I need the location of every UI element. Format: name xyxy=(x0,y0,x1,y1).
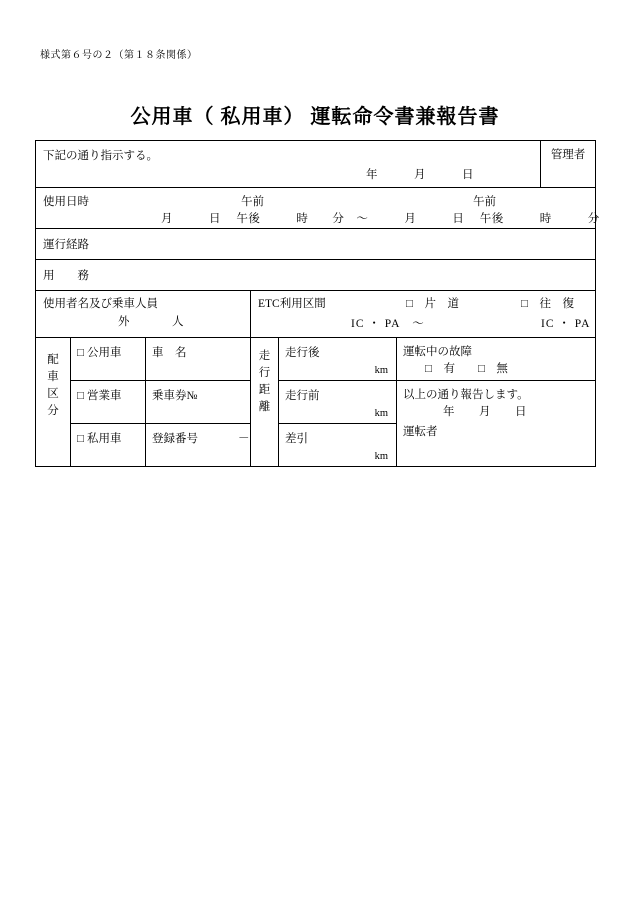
table-row-user-etc xyxy=(36,291,596,338)
checkbox-glyph[interactable]: □ xyxy=(77,347,84,359)
distance-before-unit: km xyxy=(374,408,388,419)
dispatch-label-char-4: 分 xyxy=(47,405,59,417)
checkbox-glyph[interactable]: □ xyxy=(77,390,84,402)
cell-distance-after[interactable] xyxy=(279,338,397,381)
cell-report[interactable] xyxy=(397,381,596,467)
duty-label: 用 務 xyxy=(43,270,89,282)
cell-etc[interactable] xyxy=(251,291,596,338)
table-row-duty xyxy=(36,260,596,291)
trouble-title: 運転中の故障 xyxy=(403,346,472,358)
dispatch-option-label-0: 公用車 xyxy=(86,347,122,359)
users-sub-label: 外 人 xyxy=(118,316,186,328)
table-row-route xyxy=(36,229,596,260)
instruction-date-line: 年 月 日 xyxy=(366,169,474,181)
form-table-wrapper xyxy=(35,140,600,467)
usedate-am-right: 午前 xyxy=(473,196,496,208)
dispatch-field-label-1: 乗車券№ xyxy=(152,390,198,402)
distance-label-char-2: 行 xyxy=(258,367,271,379)
distance-diff-unit: km xyxy=(374,451,388,462)
distance-label-char-3: 距 xyxy=(258,384,271,396)
etc-ic-right: IC ・ PA xyxy=(541,318,591,330)
dispatch-label-char-1: 配 xyxy=(47,354,59,366)
route-label: 運行経路 xyxy=(43,239,89,251)
usedate-am-left: 午前 xyxy=(241,196,264,208)
manager-label: 管理者 xyxy=(550,149,586,161)
dispatch-field-value-2: － xyxy=(238,433,250,445)
dispatch-checkbox-0[interactable] xyxy=(77,344,121,360)
cell-distance-column-label xyxy=(251,338,279,467)
usedate-detail-line: 月 日 午後 時 分 〜 月 日 午後 時 分 xyxy=(161,213,600,225)
table-row-dispatch-2 xyxy=(36,381,596,424)
cell-distance-diff[interactable] xyxy=(279,424,397,467)
cell-route[interactable] xyxy=(36,229,596,260)
dispatch-field-label-0: 車 名 xyxy=(152,347,187,359)
page-title: 公用車（ 私用車） 運転命令書兼報告書 xyxy=(130,106,500,128)
etc-ic-left: IC ・ PA 〜 xyxy=(351,318,425,330)
etc-oneway-checkbox[interactable]: □ 片 道 xyxy=(406,298,459,310)
cell-dispatch-option-0[interactable] xyxy=(71,338,146,381)
cell-dispatch-field-1[interactable] xyxy=(146,381,251,424)
cell-users[interactable] xyxy=(36,291,251,338)
distance-before-label: 走行前 xyxy=(285,390,320,402)
usedate-label: 使用日時 xyxy=(43,196,89,208)
checkbox-glyph[interactable]: □ xyxy=(77,433,84,445)
table-row-usedate xyxy=(36,188,596,229)
dispatch-field-label-2: 登録番号 xyxy=(152,433,198,445)
etc-label: ETC利用区間 xyxy=(258,298,326,310)
distance-after-label: 走行後 xyxy=(285,347,320,359)
distance-after-unit: km xyxy=(374,365,388,376)
dispatch-checkbox-2[interactable] xyxy=(77,430,121,446)
cell-dispatch-option-2[interactable] xyxy=(71,424,146,467)
dispatch-option-label-2: 私用車 xyxy=(86,433,122,445)
cell-dispatch-column-label xyxy=(36,338,71,467)
etc-roundtrip-checkbox[interactable]: □ 往 復 xyxy=(521,298,574,310)
report-statement: 以上の通り報告します。 xyxy=(403,389,529,401)
cell-instruction xyxy=(36,141,541,188)
form-table xyxy=(35,140,600,467)
table-row-instruction xyxy=(36,141,596,188)
report-driver-label: 運転者 xyxy=(403,426,438,438)
cell-dispatch-field-0[interactable] xyxy=(146,338,251,381)
cell-usedate xyxy=(36,188,600,229)
distance-diff-label: 差引 xyxy=(285,433,308,445)
instruction-text: 下記の通り指示する。 xyxy=(43,150,158,162)
cell-trouble[interactable] xyxy=(397,338,596,381)
distance-label-char-1: 走 xyxy=(258,350,271,362)
cell-manager xyxy=(541,141,596,188)
cell-duty[interactable] xyxy=(36,260,596,291)
dispatch-label-char-3: 区 xyxy=(47,388,59,400)
cell-distance-before[interactable] xyxy=(279,381,397,424)
distance-label-char-4: 離 xyxy=(258,401,271,413)
dispatch-checkbox-1[interactable] xyxy=(77,387,121,403)
cell-dispatch-field-2[interactable] xyxy=(146,424,251,467)
report-date-line: 年 月 日 xyxy=(443,406,527,418)
users-label: 使用者名及び乗車人員 xyxy=(43,298,158,310)
trouble-options[interactable]: □ 有 □ 無 xyxy=(425,363,508,375)
cell-dispatch-option-1[interactable] xyxy=(71,381,146,424)
dispatch-label-char-2: 車 xyxy=(47,371,59,383)
dispatch-option-label-1: 営業車 xyxy=(86,390,122,402)
form-code: 様式第６号の２（第１８条関係） xyxy=(40,50,198,61)
table-row-dispatch-1 xyxy=(36,338,596,381)
